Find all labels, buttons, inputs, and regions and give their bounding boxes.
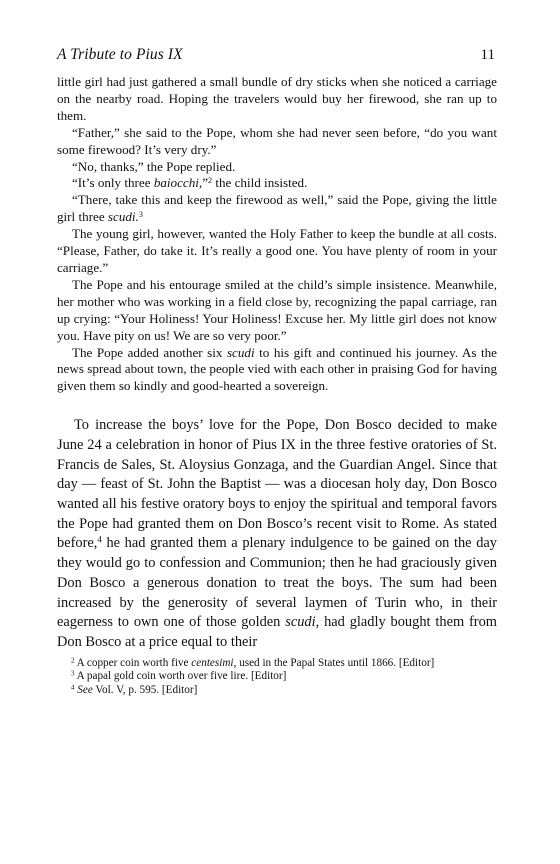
story-paragraph-1: little girl had just gathered a small bundle of dry sticks when she noticed a carriage on the nearby road. Hoping the travelers would buy her firewood, she ran up to them. [57, 74, 497, 123]
story-paragraph-8-text: The Pope added another six [72, 344, 227, 360]
italic-term: scudi, [285, 614, 320, 631]
story-paragraph-3: “No, thanks,” the Pope replied. [72, 158, 236, 174]
footnote-mark: 3 [71, 669, 75, 678]
running-title: A Tribute to Pius IX [57, 46, 183, 63]
main-paragraph-tail: had gladly bought them from Don Bosco at a price equal to their [57, 614, 497, 650]
story-paragraph-8 [57, 345, 497, 396]
main-paragraph-continuation: he had granted them a plenary indulgence to be gained on the day they would go to confession and Communion; then he had graciously given Don Bosco a generous donation to treat the boys. The sum had been increased by the generosity of several laymen of Turin who, in their eagerness to own one of those golden [57, 535, 497, 631]
story-paragraph-4 [57, 175, 497, 192]
main-paragraph [57, 416, 497, 652]
italic-term: baiocchi, [153, 175, 203, 191]
page-number: 11 [480, 47, 495, 63]
footnote-mark: 2 [71, 656, 75, 665]
story-paragraph-8-tail: to his gift and continued his journey. As the news spread about town, the people vied with each other in praising God for having given them so kindly and good-hearted a sovereign. [57, 344, 497, 394]
story-paragraph-5 [57, 192, 497, 226]
footnote-ref-2[interactable]: 2 [208, 176, 213, 186]
italic-term: scudi [226, 344, 255, 360]
footnote-2 [57, 657, 497, 671]
story-paragraph-2: “Father,” she said to the Pope, whom she had never seen before, “do you want some firewood? It’s very dry.” [57, 124, 497, 157]
footnote-text: A copper coin worth five [74, 656, 192, 669]
story-paragraph-6: The young girl, however, wanted the Holy Father to keep the bundle at all costs. “Please, Father, do take it. It’s really a good one. You have plenty of room in your carriage.” [57, 226, 497, 275]
footnote-4 [57, 684, 497, 698]
story-paragraph-4-tail: the child insisted. [212, 175, 308, 191]
italic-term: centesimi, [191, 656, 237, 669]
footnote-ref-4[interactable]: 4 [97, 534, 102, 545]
footnote-text: A papal gold coin worth over five lire. [Editor] [74, 670, 287, 683]
footnotes [57, 657, 497, 698]
footnote-3 [57, 670, 497, 684]
page-header [57, 46, 497, 68]
closing-quote: ” [202, 175, 208, 191]
italic-term: See [77, 684, 93, 697]
italic-term: scudi. [107, 209, 139, 225]
story-paragraph-5-text: “There, take this and keep the firewood as well,” said the Pope, giving the little girl three [57, 192, 497, 225]
story-passage [57, 74, 497, 395]
story-paragraph-4-text: “It’s only three [72, 175, 154, 191]
story-paragraph-7: The Pope and his entourage smiled at the child’s simple insistence. Meanwhile, her mother who was working in a field close by, recognizing the papal carriage, ran up crying: “Your Holiness! Your Holiness! Excuse her. My little girl does not know you. Have pity on us! We are so very poor.” [57, 276, 497, 343]
book-page [57, 46, 497, 698]
main-text [57, 416, 497, 652]
footnote-ref-3[interactable]: 3 [138, 210, 143, 220]
main-paragraph-text: To increase the boys’ love for the Pope, Don Bosco decided to make June 24 a celebration in honor of Pius IX in the three festive oratories of St. Francis de Sales, St. Aloysius Gonzaga, and the Guardian Angel. Since that day — feast of St. John the Baptist — was a diocesan holy day, Don Bosco wanted all his festive oratory boys to enjoy the spiritual and temporal favors the Pope had granted them on Don Bosco’s recent visit to Rome. As stated before, [57, 417, 497, 552]
footnote-text-tail: used in the Papal States until 1866. [Editor] [236, 656, 435, 669]
footnote-text: Vol. V, p. 595. [Editor] [92, 684, 198, 697]
footnote-mark: 4 [71, 683, 75, 692]
